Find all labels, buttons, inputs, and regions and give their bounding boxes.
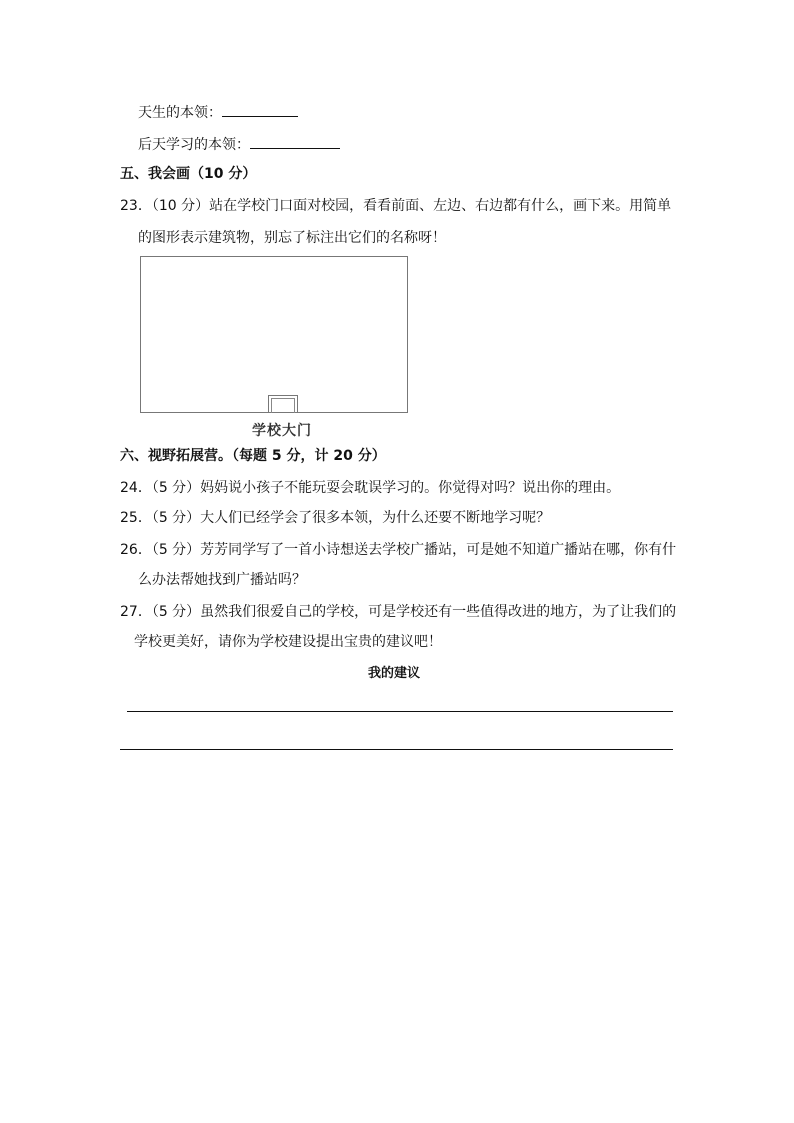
learned-skill-row [138,134,340,154]
q26-line2: 么办法帮她找到广播站吗？ [138,572,306,588]
q27-line2: 学校更美好，请你为学校建设提出宝贵的建议吧！ [134,634,442,650]
drawing-area[interactable] [140,256,408,413]
learned-skill-blank[interactable] [250,134,340,149]
learned-skill-label: 后天学习的本领： [138,137,250,153]
q23-line2: 的图形表示建筑物，别忘了标注出它们的名称呀！ [138,230,446,246]
school-gate-icon [268,395,298,413]
q25-text: 25．（5 分）大人们已经学会了很多本领，为什么还要不断地学习呢？ [120,510,551,526]
answer-line-1[interactable] [127,711,673,712]
section6-heading: 六、视野拓展营。（每题 5 分，计 20 分） [120,448,386,464]
suggestion-title: 我的建议 [368,666,421,681]
answer-line-2[interactable] [120,749,673,750]
q26-line1: 26．（5 分）芳芳同学写了一首小诗想送去学校广播站，可是她不知道广播站在哪，你有什 [120,542,677,558]
section5-heading: 五、我会画（10 分） [120,166,257,182]
innate-skill-row [138,102,298,122]
q23-line1: 23．（10 分）站在学校门口面对校园，看看前面、左边、右边都有什么，画下来。用简单 [120,198,672,214]
q24-text: 24．（5 分）妈妈说小孩子不能玩耍会耽误学习的。你觉得对吗？说出你的理由。 [120,480,621,496]
innate-skill-blank[interactable] [222,102,298,117]
drawing-caption: 学校大门 [252,423,312,439]
q27-line1: 27．（5 分）虽然我们很爱自己的学校，可是学校还有一些值得改进的地方，为了让我们的 [120,604,677,620]
innate-skill-label: 天生的本领： [138,105,222,121]
